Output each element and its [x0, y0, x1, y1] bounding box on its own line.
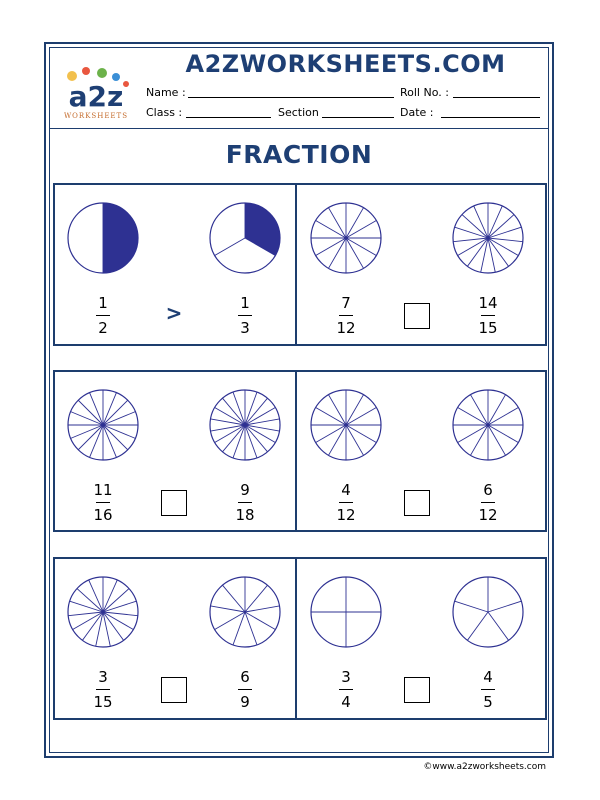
- slice-line: [488, 206, 502, 238]
- roll-no-label: Roll No. :: [400, 86, 449, 99]
- answer-box[interactable]: [404, 677, 430, 703]
- slice-line: [245, 425, 267, 452]
- footer-copyright: ©www.a2zworksheets.com: [423, 762, 546, 772]
- slice-line: [223, 425, 245, 452]
- svg-text:a2z: a2z: [68, 80, 124, 113]
- slice-line: [215, 612, 245, 630]
- numerator: 14: [478, 294, 498, 312]
- fraction-circle-4-left: [309, 388, 383, 462]
- name-label: Name :: [146, 86, 186, 99]
- slice-line: [78, 400, 103, 425]
- denominator: 3: [240, 319, 250, 337]
- numerator: 4: [483, 668, 493, 686]
- fraction-label-6-right: [468, 669, 508, 711]
- fraction-bar: [96, 315, 110, 316]
- numerator: 4: [341, 481, 351, 499]
- header-separator: [49, 128, 549, 129]
- fraction-label-2-right: [468, 295, 508, 337]
- answer-box[interactable]: [161, 677, 187, 703]
- fraction-circle-1-left: [66, 201, 140, 275]
- slice-line: [245, 392, 257, 425]
- denominator: 12: [478, 506, 498, 524]
- fraction-label-5-right: [225, 669, 265, 711]
- slice-line: [245, 398, 267, 425]
- roll-no-field[interactable]: [453, 97, 540, 98]
- slice-line: [89, 580, 103, 612]
- fraction-label-3-left: [83, 482, 123, 524]
- svg-text:WORKSHEETS: WORKSHEETS: [63, 112, 129, 120]
- fraction-circle-5-left: [66, 575, 140, 649]
- fraction-label-5-left: [83, 669, 123, 711]
- fraction-label-1-left: [83, 295, 123, 337]
- fraction-bar: [238, 502, 252, 503]
- denominator: 15: [93, 693, 113, 711]
- fraction-circle-2-right: [451, 201, 525, 275]
- slice-line: [488, 612, 509, 640]
- fraction-circle-6-left: [309, 575, 383, 649]
- numerator: 9: [240, 481, 250, 499]
- numerator: 6: [483, 481, 493, 499]
- fraction-bar: [96, 689, 110, 690]
- panel-divider-row-2: [295, 370, 297, 532]
- slice-line: [233, 612, 245, 645]
- fraction-bar: [481, 315, 495, 316]
- slice-line: [233, 425, 245, 458]
- fraction-circle-2-left: [309, 201, 383, 275]
- slice-line: [215, 238, 245, 256]
- fraction-circle-1-right: [208, 201, 282, 275]
- section-label: Section: [278, 106, 319, 119]
- slice-line: [467, 612, 488, 640]
- slice-line: [245, 612, 275, 630]
- slice-line: [103, 400, 128, 425]
- slice-line: [77, 589, 103, 612]
- fraction-bar: [96, 502, 110, 503]
- slice-line: [455, 601, 488, 612]
- class-field[interactable]: [186, 117, 271, 118]
- panel-divider-row-3: [295, 557, 297, 720]
- denominator: 2: [98, 319, 108, 337]
- section-field[interactable]: [322, 117, 394, 118]
- numerator: 7: [341, 294, 351, 312]
- slice-line: [70, 601, 103, 612]
- denominator: 15: [478, 319, 498, 337]
- answer-box[interactable]: [161, 490, 187, 516]
- slice-line: [103, 580, 117, 612]
- shaded-slice: [103, 203, 138, 273]
- numerator: 3: [98, 668, 108, 686]
- denominator: 9: [240, 693, 250, 711]
- fraction-label-3-right: [225, 482, 265, 524]
- fraction-label-4-left: [326, 482, 366, 524]
- site-title: A2ZWORKSHEETS.COM: [185, 50, 506, 78]
- fraction-label-4-right: [468, 482, 508, 524]
- numerator: 1: [240, 294, 250, 312]
- fraction-bar: [339, 689, 353, 690]
- slice-line: [488, 227, 521, 238]
- denominator: 16: [93, 506, 113, 524]
- fraction-bar: [339, 502, 353, 503]
- denominator: 5: [483, 693, 493, 711]
- fraction-label-2-left: [326, 295, 366, 337]
- slice-line: [488, 601, 521, 612]
- slice-line: [462, 215, 488, 238]
- class-label: Class :: [146, 106, 183, 119]
- fraction-circle-4-right: [451, 388, 525, 462]
- slice-line: [103, 601, 136, 612]
- fraction-circle-3-right: [208, 388, 282, 462]
- name-field[interactable]: [188, 97, 394, 98]
- fraction-circle-3-left: [66, 388, 140, 462]
- fraction-circle-6-right: [451, 575, 525, 649]
- slice-line: [78, 425, 103, 450]
- denominator: 12: [336, 319, 356, 337]
- slice-line: [488, 215, 514, 238]
- answer-box[interactable]: [404, 490, 430, 516]
- a2z-logo-icon: [56, 62, 136, 122]
- slice-line: [211, 606, 245, 612]
- slice-line: [245, 585, 267, 612]
- slice-line: [455, 227, 488, 238]
- fraction-bar: [481, 502, 495, 503]
- slice-line: [474, 206, 488, 238]
- denominator: 18: [235, 506, 255, 524]
- fraction-label-1-right: [225, 295, 265, 337]
- slice-line: [245, 612, 257, 645]
- slice-line: [245, 606, 279, 612]
- fraction-circle-5-right: [208, 575, 282, 649]
- panel-divider-row-1: [295, 183, 297, 346]
- date-label: Date :: [400, 106, 434, 119]
- answer-box[interactable]: [404, 303, 430, 329]
- slice-line: [103, 425, 128, 450]
- numerator: 3: [341, 668, 351, 686]
- numerator: 6: [240, 668, 250, 686]
- denominator: 12: [336, 506, 356, 524]
- comparison-symbol: >: [165, 301, 183, 325]
- slice-line: [103, 589, 129, 612]
- numerator: 11: [93, 481, 113, 499]
- slice-line: [233, 392, 245, 425]
- page-title: FRACTION: [225, 140, 373, 169]
- slice-line: [223, 585, 245, 612]
- fraction-bar: [238, 689, 252, 690]
- date-field[interactable]: [441, 117, 540, 118]
- slice-line: [223, 398, 245, 425]
- slice-line: [245, 425, 257, 458]
- fraction-bar: [339, 315, 353, 316]
- fraction-bar: [238, 315, 252, 316]
- denominator: 4: [341, 693, 351, 711]
- fraction-label-6-left: [326, 669, 366, 711]
- fraction-bar: [481, 689, 495, 690]
- numerator: 1: [98, 294, 108, 312]
